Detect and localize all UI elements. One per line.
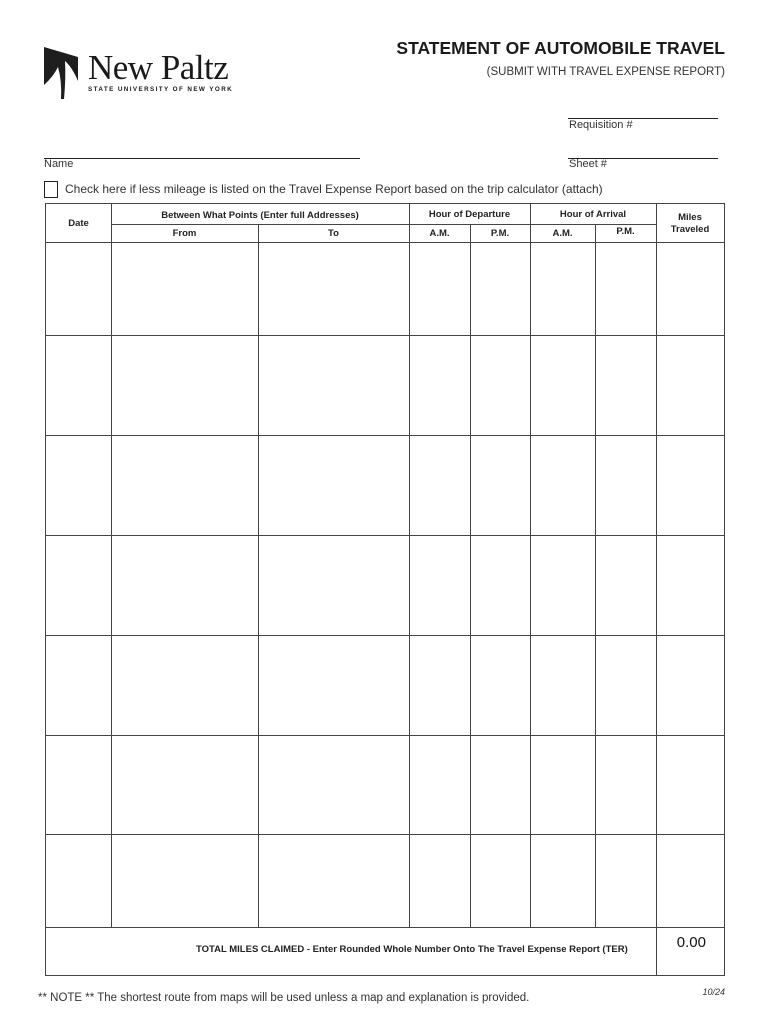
cell-dep-am[interactable] xyxy=(410,436,469,534)
form-title: STATEMENT OF AUTOMOBILE TRAVEL xyxy=(396,38,725,58)
cell-to[interactable] xyxy=(259,636,408,734)
cell-dep-pm[interactable] xyxy=(471,536,529,634)
cell-arr-pm[interactable] xyxy=(596,636,655,734)
cell-from[interactable] xyxy=(112,736,257,833)
header-arrival-pm: P.M. xyxy=(616,226,635,237)
cell-from[interactable] xyxy=(112,243,257,334)
cell-arr-pm[interactable] xyxy=(596,336,655,434)
revision-date: 10/24 xyxy=(702,987,725,997)
header-to: To xyxy=(328,228,339,239)
cell-to[interactable] xyxy=(259,736,408,833)
header-traveled: Traveled xyxy=(670,224,710,235)
cell-arr-am[interactable] xyxy=(531,636,594,734)
cell-arr-pm[interactable] xyxy=(596,835,655,926)
cell-arr-am[interactable] xyxy=(531,436,594,534)
cell-miles[interactable] xyxy=(657,243,723,334)
cell-arr-am[interactable] xyxy=(531,736,594,833)
mileage-checkbox-row xyxy=(44,179,603,199)
sheet-label: Sheet # xyxy=(569,158,607,170)
cell-dep-am[interactable] xyxy=(410,536,469,634)
header-date: Date xyxy=(68,218,89,229)
cell-to[interactable] xyxy=(259,336,408,434)
name-field[interactable] xyxy=(44,146,360,159)
logo-wordmark: New Paltz xyxy=(88,48,229,87)
cell-arr-pm[interactable] xyxy=(596,243,655,334)
mileage-checkbox-label: Check here if less mileage is listed on the Travel Expense Report based on the trip calculator (attach) xyxy=(65,182,603,196)
header-between-points: Between What Points (Enter full Addresses) xyxy=(161,210,359,221)
header-miles: Miles xyxy=(678,212,702,223)
cell-date[interactable] xyxy=(47,536,110,634)
cell-dep-am[interactable] xyxy=(410,835,469,926)
cell-dep-pm[interactable] xyxy=(471,636,529,734)
logo-subtitle: STATE UNIVERSITY OF NEW YORK xyxy=(88,86,234,93)
footer-note: ** NOTE ** The shortest route from maps will be used unless a map and explanation is provided. xyxy=(38,992,530,1004)
mileage-checkbox[interactable] xyxy=(44,181,58,198)
cell-dep-pm[interactable] xyxy=(471,436,529,534)
cell-miles[interactable] xyxy=(657,536,723,634)
cell-arr-am[interactable] xyxy=(531,243,594,334)
cell-miles[interactable] xyxy=(657,736,723,833)
cell-arr-am[interactable] xyxy=(531,536,594,634)
cell-from[interactable] xyxy=(112,536,257,634)
cell-to[interactable] xyxy=(259,835,408,926)
requisition-field[interactable] xyxy=(568,106,718,119)
cell-miles[interactable] xyxy=(657,835,723,926)
cell-dep-pm[interactable] xyxy=(471,243,529,334)
cell-date[interactable] xyxy=(47,436,110,534)
cell-dep-pm[interactable] xyxy=(471,835,529,926)
cell-dep-am[interactable] xyxy=(410,736,469,833)
cell-miles[interactable] xyxy=(657,436,723,534)
cell-date[interactable] xyxy=(47,736,110,833)
header-departure-am: A.M. xyxy=(429,228,450,239)
name-label: Name xyxy=(44,158,74,170)
header-hour-of-departure: Hour of Departure xyxy=(428,209,511,220)
cell-dep-pm[interactable] xyxy=(471,736,529,833)
cell-arr-pm[interactable] xyxy=(596,736,655,833)
cell-to[interactable] xyxy=(259,436,408,534)
cell-arr-am[interactable] xyxy=(531,835,594,926)
header-from: From xyxy=(172,228,197,239)
cell-miles[interactable] xyxy=(657,636,723,734)
cell-miles[interactable] xyxy=(657,336,723,434)
cell-dep-am[interactable] xyxy=(410,336,469,434)
cell-from[interactable] xyxy=(112,835,257,926)
header-arrival-am: A.M. xyxy=(552,228,573,239)
cell-dep-am[interactable] xyxy=(410,636,469,734)
header-hour-of-arrival: Hour of Arrival xyxy=(559,209,627,220)
total-miles-value[interactable]: 0.00 xyxy=(676,934,706,951)
cell-from[interactable] xyxy=(112,636,257,734)
new-paltz-logo-icon xyxy=(44,47,78,99)
cell-dep-am[interactable] xyxy=(410,243,469,334)
cell-arr-am[interactable] xyxy=(531,336,594,434)
travel-table xyxy=(45,203,725,976)
requisition-label: Requisition # xyxy=(569,119,633,131)
cell-date[interactable] xyxy=(47,336,110,434)
header-departure-pm: P.M. xyxy=(490,228,510,239)
cell-arr-pm[interactable] xyxy=(596,536,655,634)
total-miles-label: TOTAL MILES CLAIMED - Enter Rounded Whole Number Onto The Travel Expense Report (TER) xyxy=(196,944,628,955)
cell-arr-pm[interactable] xyxy=(596,436,655,534)
cell-date[interactable] xyxy=(47,835,110,926)
cell-date[interactable] xyxy=(47,636,110,734)
cell-to[interactable] xyxy=(259,536,408,634)
cell-to[interactable] xyxy=(259,243,408,334)
cell-date[interactable] xyxy=(47,243,110,334)
cell-from[interactable] xyxy=(112,436,257,534)
cell-dep-pm[interactable] xyxy=(471,336,529,434)
form-subtitle: (SUBMIT WITH TRAVEL EXPENSE REPORT) xyxy=(486,66,725,78)
cell-from[interactable] xyxy=(112,336,257,434)
